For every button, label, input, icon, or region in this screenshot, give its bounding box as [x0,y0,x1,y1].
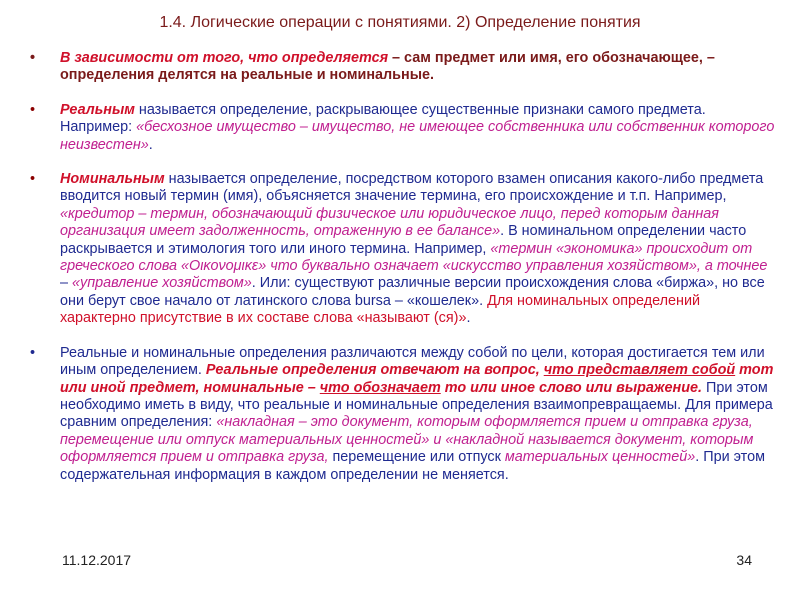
body-text: При этом необходимо иметь в виду, что реальные и номинальные определения взаимопревращаемы. Для примера сравним определения: [60,379,773,431]
slide-date: 11.12.2017 [62,552,132,568]
body-text: . В номинальном определении часто раскрывается и этимология того или иного термина. Например, [60,223,747,257]
bullet-nominal-definition [30,171,775,328]
bullet-mark: • [30,171,36,188]
slide-content [30,50,775,484]
bullet-comparison [30,345,775,484]
example-text: «управление хозяйством» [72,275,252,292]
term-nominal: Номинальным [60,171,165,188]
body-text: . Или: существуют различные версии происхождения слова «биржа», но все они берут свое начало от латинского слова bursa – «кошелек». [60,275,765,309]
example-text: «кредитор – термин, обозначающий физическое или юридическое лицо, перед которым данная организация имеет задолженность, отраженную в ее балансе» [60,205,719,240]
body-text: называется определение, раскрывающее существенные признаки самого предмета. Например: [60,101,706,136]
underlined-text: что обозначает [319,379,441,396]
highlight-text: то или иное слово или выражение. [440,379,703,396]
slide-page-number: 34 [736,552,752,568]
bullet-mark: • [30,101,36,118]
body-text: перемещение или отпуск [328,449,505,466]
highlight-text: тот или иной предмет, номинальные [60,362,774,396]
bullet-classification [30,50,775,85]
bullet-real-definition [30,102,775,154]
bullet-mark: • [30,344,36,361]
body-text: – сам предмет или имя, его обозначающее, – определения делятся на реальные и номинальные. [60,50,715,84]
slide-title: 1.4. Логические операции с понятиями. 2) Определение понятия [159,14,641,31]
body-text: – [60,275,73,292]
example-text: «бесхозное имущество – имущество, не имеющее собственника или собственник которого неизвестен» [60,119,775,153]
body-text: Реальные и номинальные определения различаются между собой по цели, которая достигается тем или иным определением. [60,344,765,379]
emphasis-text: В зависимости от того, что определяется [60,50,389,66]
highlight-text: Реальные определения отвечают на вопрос, [205,362,544,379]
example-text: «накладная – это документ, которым оформляется прием и отправка груза, перемещение или отпуск материальных ценностей» и «накладной называется документ, которым оформляется прием и отправка груза, [60,414,754,466]
body-text: называется определение, посредством которого взамен описания какого-либо предмета вводится новый термин (имя), объясняется значение термина, его происхождение и т.п. Например, [60,171,764,205]
underlined-text: что представляет собой [543,362,736,379]
example-text: материальных ценностей» [504,449,696,466]
bullet-mark: • [30,50,36,66]
body-text: . [148,136,153,153]
body-text: . [466,310,471,327]
highlight-text: Для номинальных определений характерно присутствие в их составе слова «называют (ся)» [60,292,701,327]
term-real: Реальным [60,101,135,118]
body-text: . При этом содержательная информация в каждом определении не меняется. [60,449,766,483]
highlight-text: – [303,379,320,396]
example-text: «термин «экономика» происходит от греческого слова «Οικονομικε» что буквально означает «искусство управления хозяйством», а точнее [60,240,768,275]
